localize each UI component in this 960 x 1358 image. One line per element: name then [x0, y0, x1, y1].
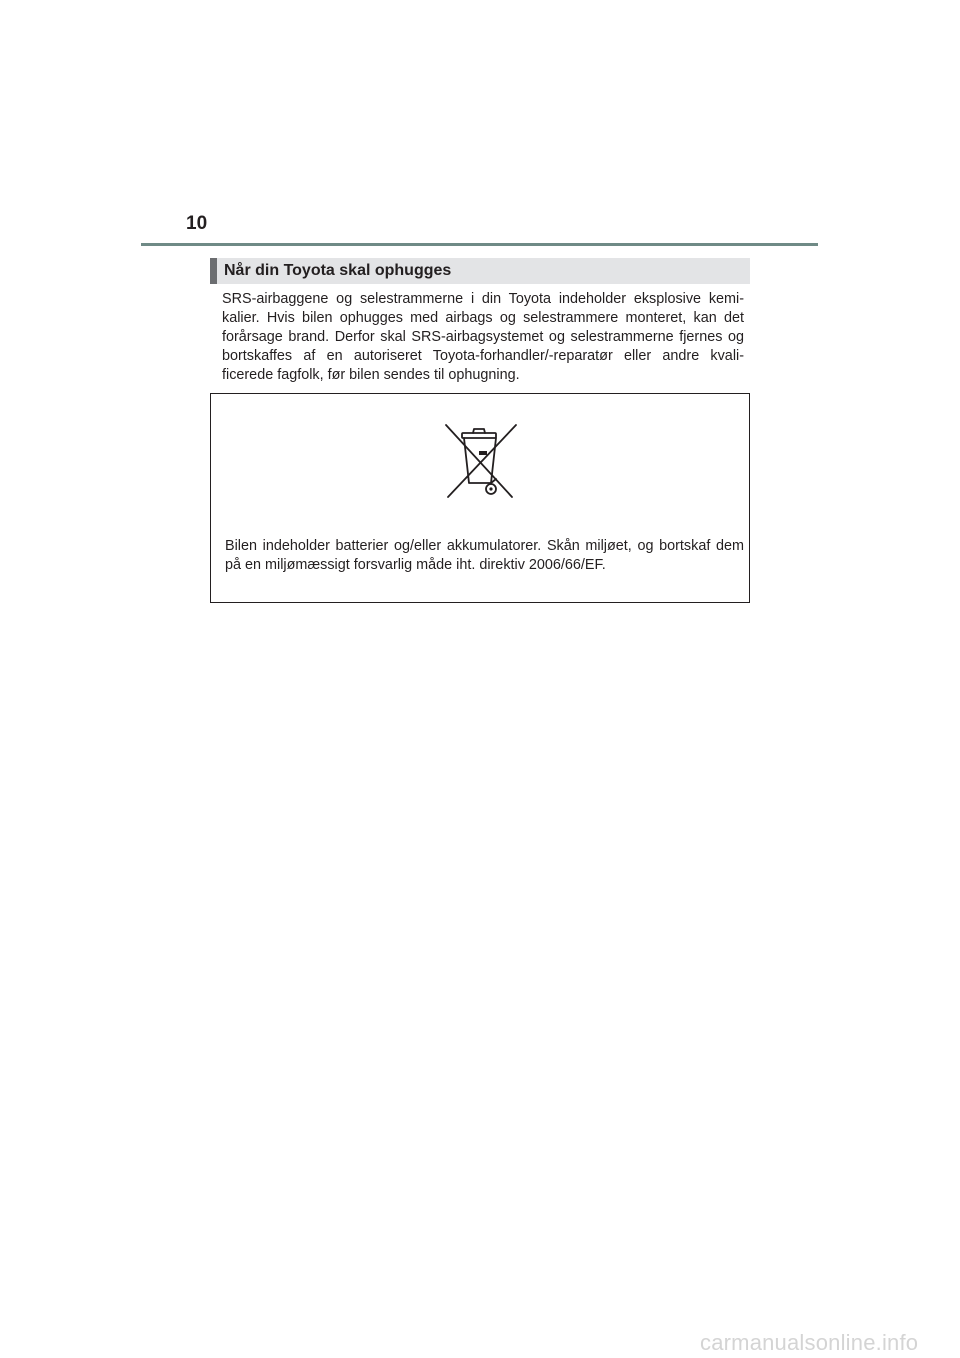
notice-text: Bilen indeholder batterier og/eller akkumulatorer. Skån miljøet, og bortskaf dem på en miljømæssigt forsvarlig måde iht. direktiv 2006/66/EF.: [225, 538, 744, 573]
section-body-text: SRS-airbaggene og selestrammerne i din Toyota indeholder eksplosive kemi-kalier. Hvis bilen ophugges med airbags og selestrammere monteret, kan det forårsage brand. Derfor skal SRS-airbagsystemet og selestrammerne fjernes og bortskaffes af en autoriseret Toyota-forhandler/-reparatør eller andre kvali-ficerede fagfolk, før bilen sendes til ophugning.: [222, 291, 744, 383]
crossed-out-wheelie-bin-icon: [439, 421, 521, 503]
notice-box: [210, 393, 750, 603]
page-number: 10: [186, 213, 208, 234]
header-rule: [141, 243, 818, 246]
section-heading: Når din Toyota skal ophugges: [210, 258, 750, 284]
watermark: carmanualsonline.info: [700, 1330, 919, 1355]
